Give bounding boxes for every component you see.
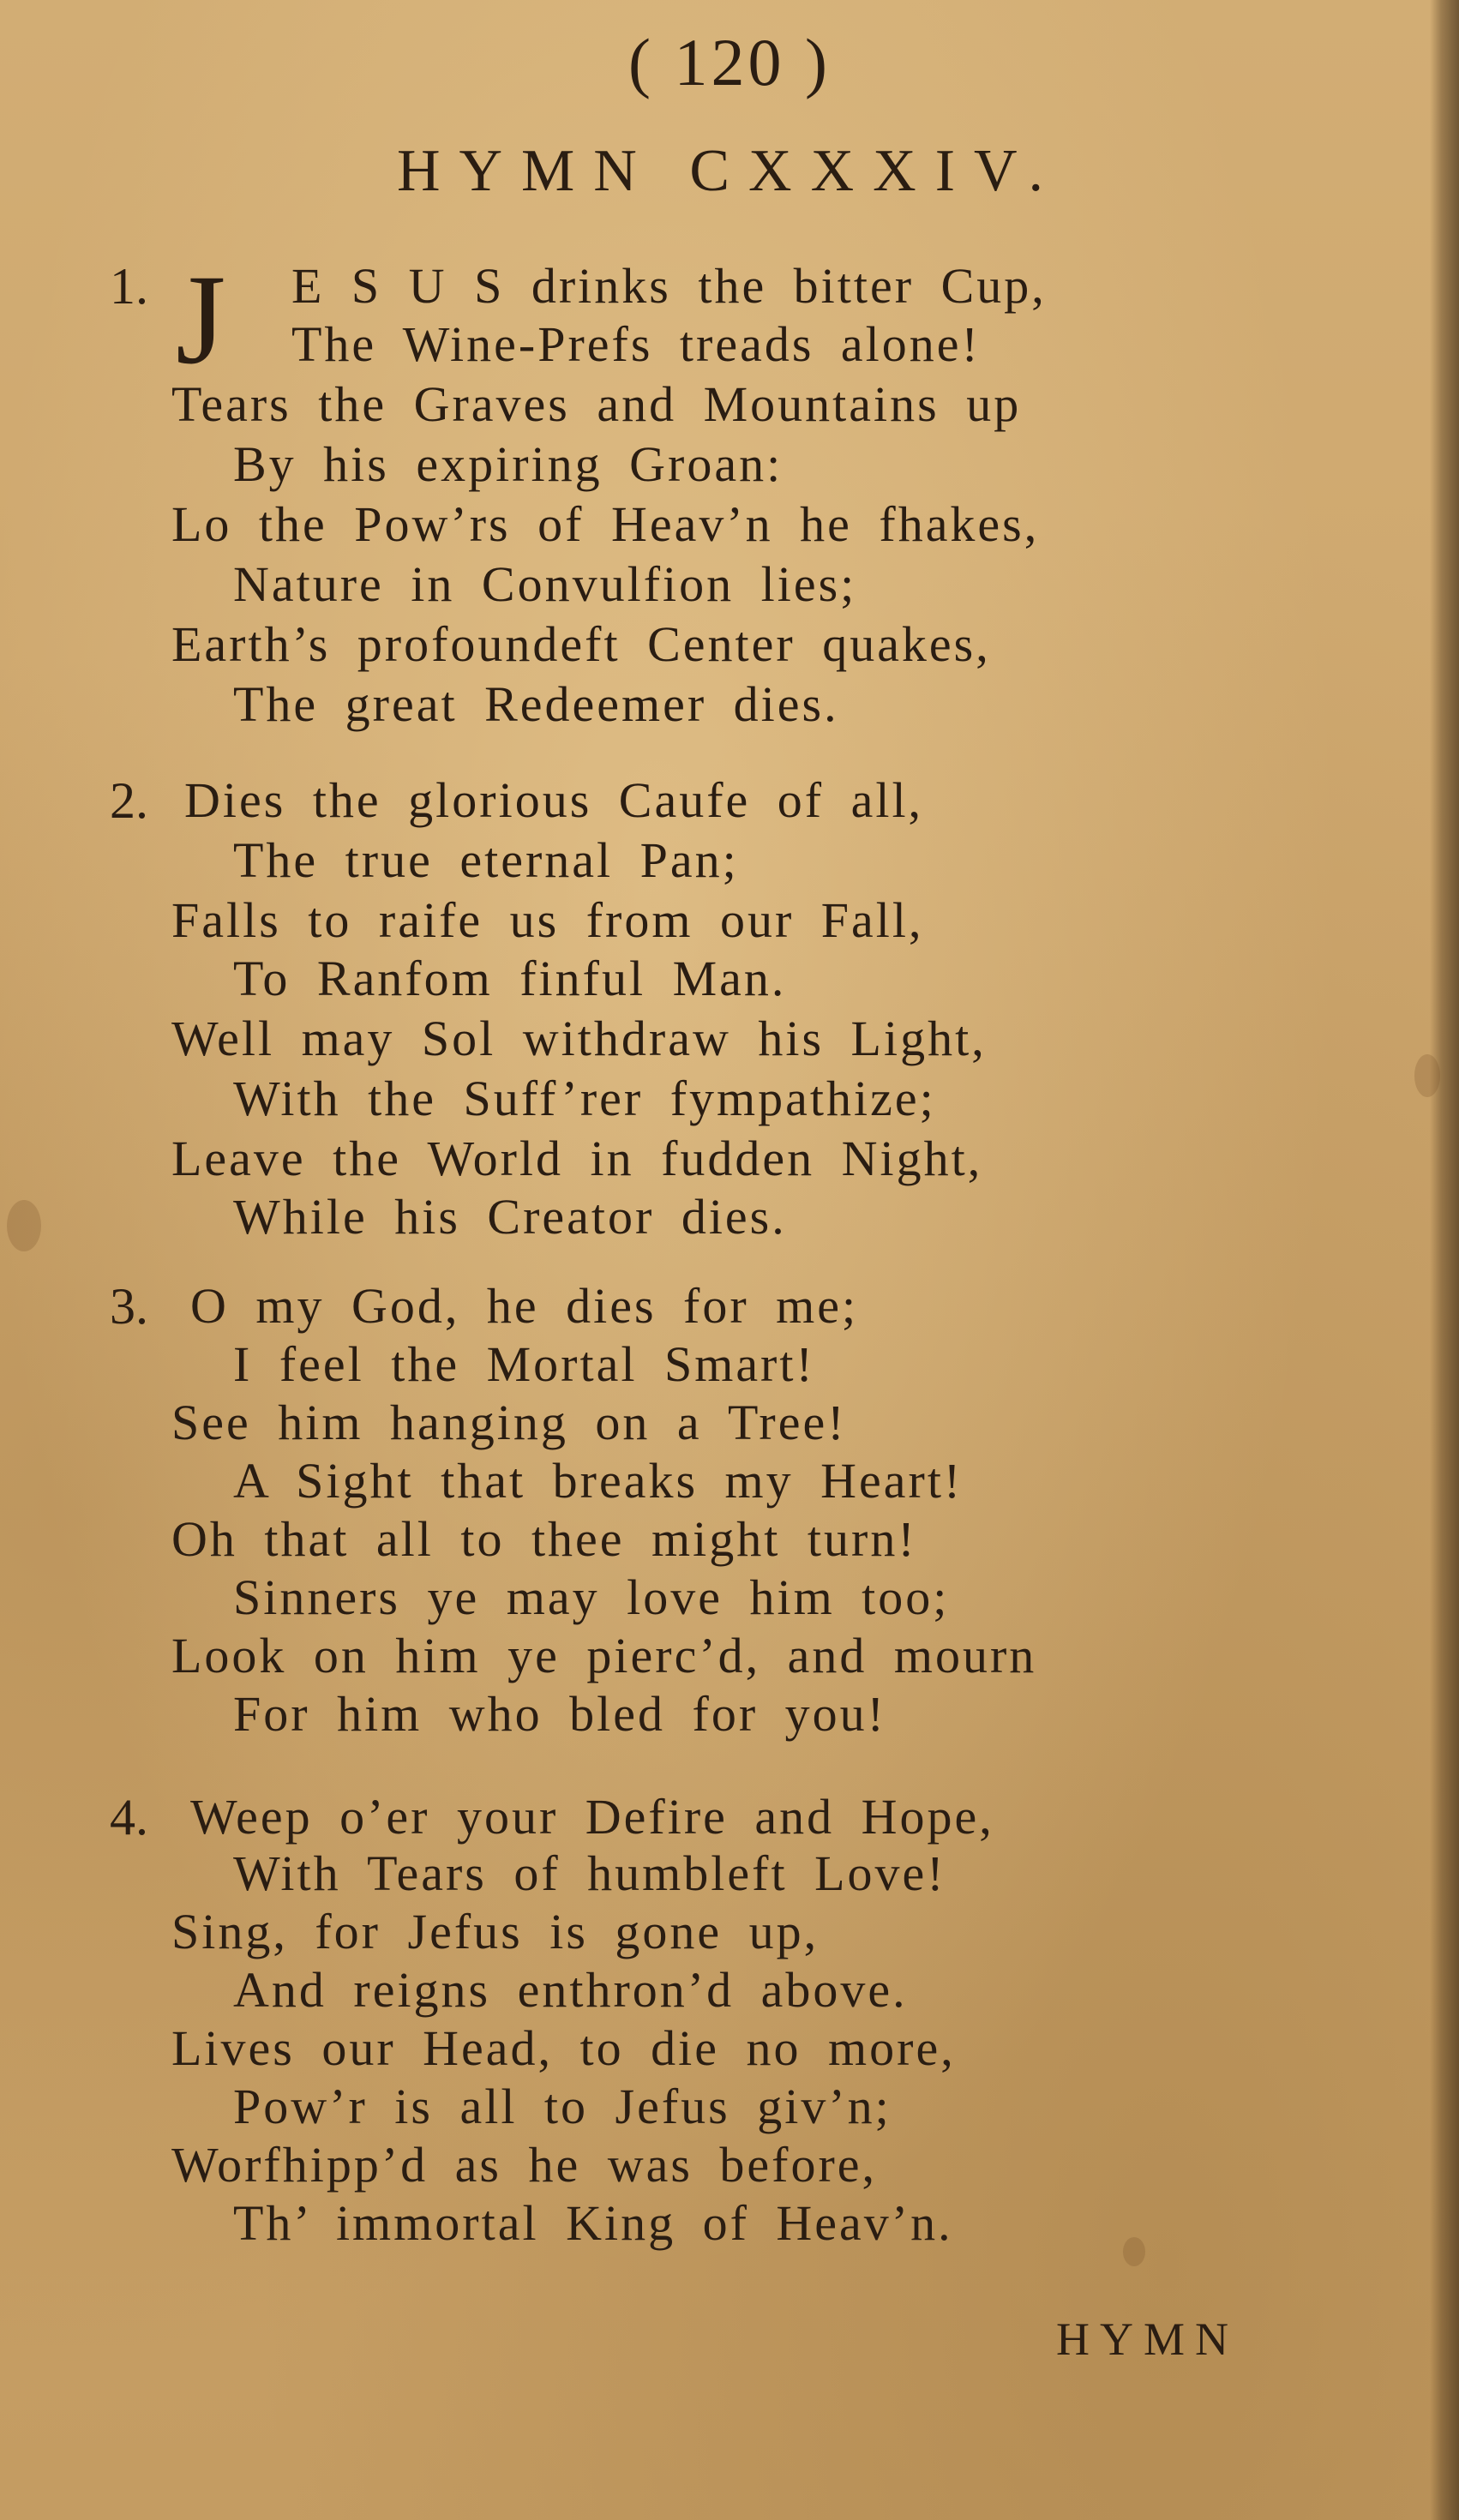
stanza-line: The Wine-Prefs treads alone! [291, 316, 981, 372]
stanza-line: I feel the Mortal Smart! [233, 1336, 815, 1392]
stanza-line: With the Suff’rer fympathize; [233, 1071, 936, 1126]
stanza-line: Earth’s profoundeft Center quakes, [171, 616, 991, 672]
stanza-line: Th’ immortal King of Heav’n. [233, 2195, 953, 2251]
stanza-line: Dies the glorious Caufe of all, [184, 772, 924, 828]
stanza-line: Worfhipp’d as he was before, [171, 2137, 878, 2193]
paper-stain [1123, 2237, 1145, 2266]
stanza-line: Well may Sol withdraw his Light, [171, 1011, 987, 1066]
catchword: HYMN [1056, 2313, 1240, 2365]
stanza-number: 4. [110, 1789, 148, 1845]
stanza-number: 2. [110, 772, 148, 829]
stanza-line: Leave the World in fudden Night, [171, 1131, 983, 1186]
drop-cap: J [176, 249, 226, 391]
paper-stain [1414, 1054, 1440, 1097]
hymn-title: HYMN CXXXIV. [396, 138, 1063, 204]
stanza-line: And reigns enthron’d above. [233, 1962, 908, 2018]
stanza-line: Lo the Pow’rs of Heav’n he fhakes, [171, 496, 1040, 552]
stanza-line: While his Creator dies. [233, 1189, 787, 1245]
stanza-line: Lives our Head, to die no more, [171, 2020, 956, 2076]
paper-stain [7, 1200, 41, 1251]
stanza-line: E S U S drinks the bitter Cup, [291, 258, 1047, 314]
stanza-line: To Ranfom finful Man. [233, 951, 787, 1006]
stanza-line: See him hanging on a Tree! [171, 1395, 847, 1450]
stanza-number: 3. [110, 1278, 148, 1335]
stanza-line: For him who bled for you! [233, 1686, 886, 1742]
stanza-line: Weep o’er your Defire and Hope, [190, 1789, 994, 1845]
stanza-line: Sing, for Jefus is gone up, [171, 1904, 820, 1959]
stanza-line: By his expiring Groan: [233, 436, 784, 492]
page-binding-shadow [1430, 0, 1459, 2520]
stanza-line: Nature in Convulfion lies; [233, 556, 857, 612]
page-number: ( 120 ) [628, 25, 831, 99]
stanza-line: Falls to raife us from our Fall, [171, 892, 924, 948]
stanza-line: Tears the Graves and Mountains up [171, 376, 1022, 432]
stanza-line: O my God, he dies for me; [190, 1278, 859, 1334]
stanza-line: With Tears of humbleft Love! [233, 1845, 946, 1901]
stanza-line: Look on him ye pierc’d, and mourn [171, 1628, 1037, 1683]
stanza-line: A Sight that breaks my Heart! [233, 1453, 964, 1509]
stanza-line: The great Redeemer dies. [233, 676, 839, 732]
stanza-number: 1. [110, 258, 148, 315]
stanza-line: The true eternal Pan; [233, 832, 739, 888]
stanza-line: Sinners ye may love him too; [233, 1569, 950, 1625]
stanza-line: Pow’r is all to Jefus giv’n; [233, 2079, 892, 2134]
stanza-line: Oh that all to thee might turn! [171, 1511, 917, 1567]
